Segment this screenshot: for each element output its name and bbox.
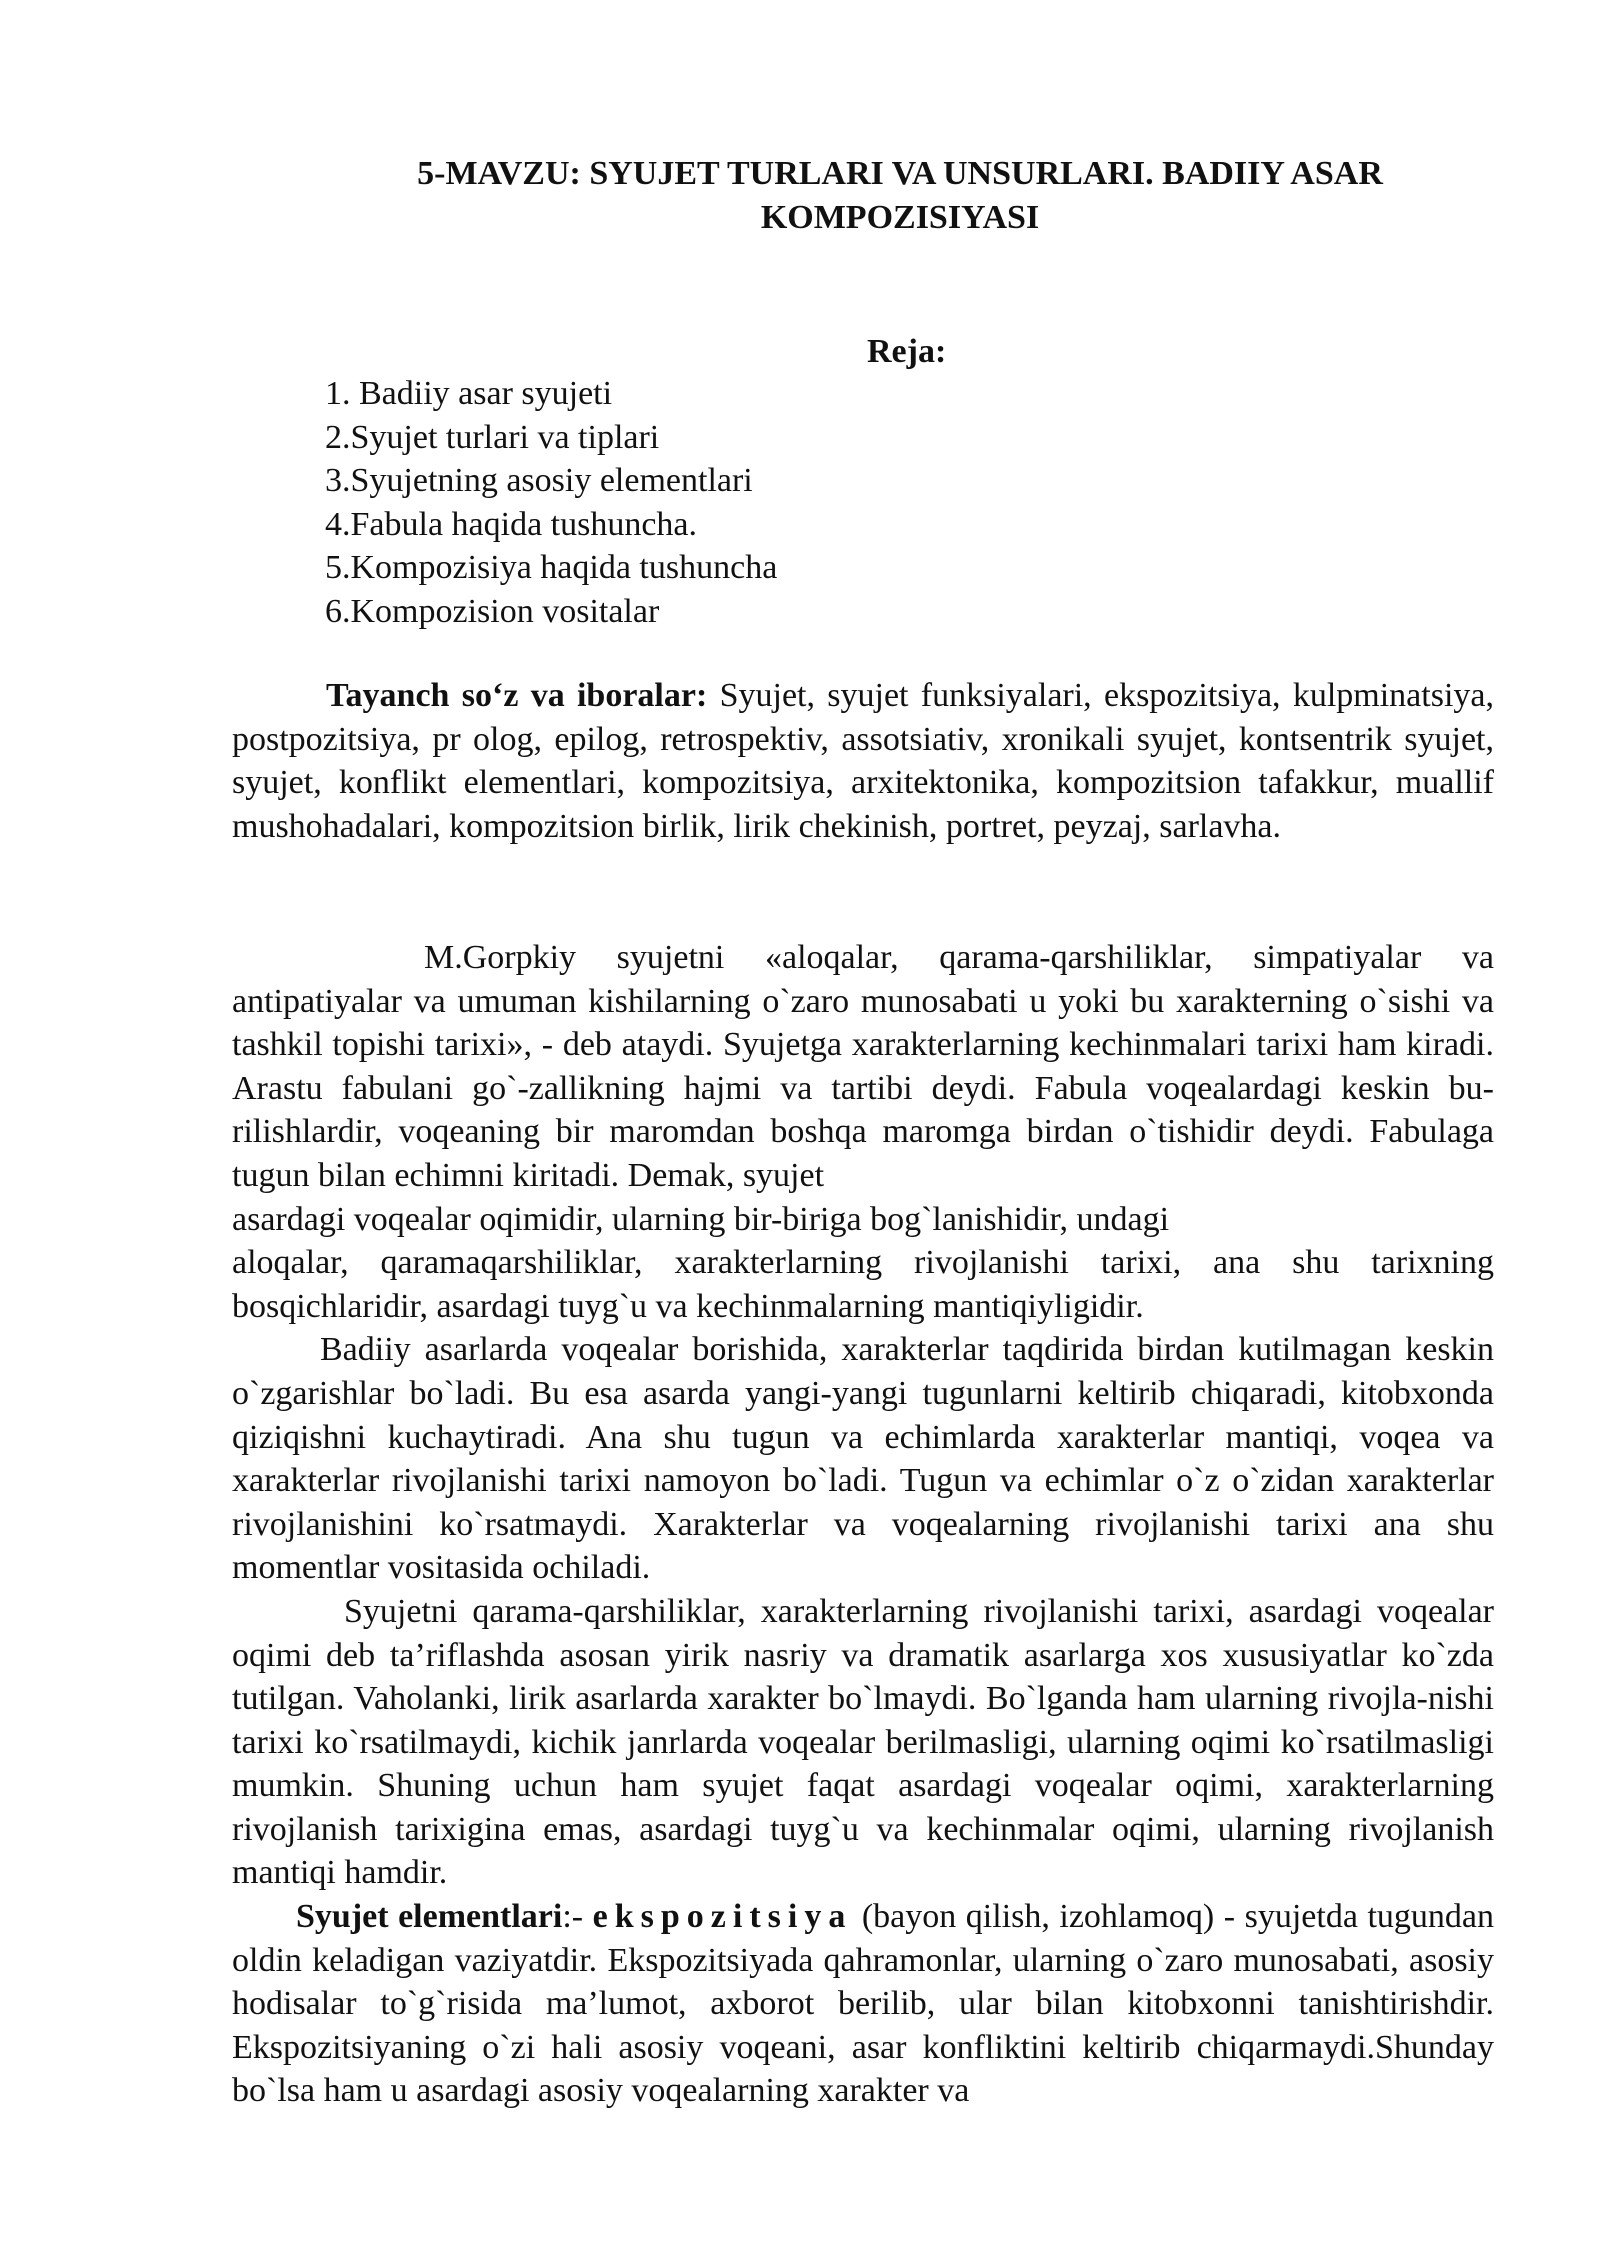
title-line-1: 5-MAVZU: SYUJET TURLARI VA UNSURLARI. BADIIY ASAR xyxy=(417,155,1383,192)
paragraph-1-line: asardagi voqealar oqimidir, ularning bir-biriga bog`lanishidir, undagi xyxy=(232,1200,1170,1238)
title-line-2: KOMPOZISIYASI xyxy=(760,199,1040,236)
keywords-paragraph xyxy=(232,674,1494,848)
label-separator: :- xyxy=(562,1898,593,1936)
paragraph-3: Syujetni qarama-qarshiliklar, xarakterlarning rivojlanishi tarixi, asardagi voqealar oqimi deb ta’riflashda asosan yirik nasriy va dramatik asarlarga xos xususiyatlar ko`zda tutilgan. Vaholanki, lirik asarlarda xarakter bo`lmaydi. Bo`lganda ham ularning rivojla-nishi tarixi ko`rsatilmaydi, kichik janrlarda voqealar berilmasligi, ularning oqimi ko`rsatilmasligi mumkin. Shuning uchun ham syujet faqat asardagi voqealar oqimi, xarakterlarning rivojlanish tarixigina emas, asardagi tuyg`u va kechinmalar oqimi, ularning rivojlanish mantiqi hamdir. xyxy=(232,1592,1494,1892)
plan-list xyxy=(325,372,777,633)
plan-item: 2.Syujet turlari va tiplari xyxy=(325,418,660,456)
keywords-text: Syujet, syujet funksiyalari, ekspozitsiya, kulpminatsiya, postpozitsiya, pr olog, epilog, retrospektiv, assotsiativ, xronikali syujet, kontsentrik syujet, syujet, konflikt elementlari, kompozitsiya, arxitektonika, kompozitsion tafakkur, muallif mushohadalari, kompozitsion birlik, lirik chekinish, portret, peyzaj, sarlavha. xyxy=(232,677,1494,845)
paragraph-2: Badiiy asarlarda voqealar borishida, xarakterlar taqdirida birdan kutilmagan keskin o`zgarishlar bo`ladi. Bu esa asarda yangi-yangi tugunlarni keltirib chiqaradi, kitobxonda qiziqishni kuchaytiradi. Ana shu tugun va echimlarda xarakterlar mantiqi, voqea va xarakterlar rivojlanishi tarixi namoyon bo`ladi. Tugun va echimlar o`z o`zidan xarakterlar rivojlanishini ko`rsatmaydi. Xarakterlar va voqealarning rivojlanishi tarixi ana shu momentlar vositasida ochiladi. xyxy=(232,1331,1494,1587)
plan-item: 4.Fabula haqida tushuncha. xyxy=(325,505,698,543)
paragraph-1: M.Gorpkiy syujetni «aloqalar, qarama-qarshiliklar, simpatiyalar va antipatiyalar va umuman kishilarning o`zaro munosabati u yoki bu xarakterning o`sishi va tashkil topishi tarixi», - deb ataydi. Syujetga xarakterlarning kechinmalari tarixi ham kiradi. Arastu fabulani go`-zallikning hajmi va tartibi deydi. Fabula voqealardagi keskin bu-rilishlardir, voqeaning bir maromdan boshqa maromga birdan o`tishidir deydi. Fabulaga tugun bilan echimni kiritadi. Demak, syujet xyxy=(232,939,1494,1194)
plan-item: 6.Kompozision vositalar xyxy=(325,592,660,630)
keywords-section xyxy=(232,674,1494,848)
syujet-elements-label: Syujet elementlari xyxy=(296,1898,563,1936)
plan-item: 1. Badiiy asar syujeti xyxy=(325,375,613,412)
keywords-label: Tayanch so‘z va iboralar: xyxy=(326,677,708,714)
paragraph-4-text: (bayon qilish, izohlamoq) - syujetda tugundan oldin keladigan vaziyatdir. Ekspozitsiyada qahramonlar, ularning o`zaro munosabati, asosiy hodisalar to`g`risida ma’lumot, axborot berilib, ular bilan kitobxonni tanishtirishdir. Ekspozitsiyaning o`zi hali asosiy voqeani, asar konfliktini keltirib chiqarmaydi.Shunday bo`lsa ham u asardagi asosiy voqealarning xarakter va xyxy=(232,1898,1494,2110)
ekspozitsiya-term: ekspozitsiya xyxy=(592,1898,853,1936)
plan-item: 5.Kompozisiya haqida tushuncha xyxy=(325,549,778,586)
main-text xyxy=(232,936,1494,2113)
paragraph-1-continued: aloqalar, qaramaqarshiliklar, xarakterlarning rivojlanishi tarixi, ana shu tarixning bosqichlaridir, asardagi tuyg`u va kechinmalarning mantiqiyligidir. xyxy=(232,1244,1494,1325)
page-title xyxy=(300,152,1500,240)
paragraph-4 xyxy=(232,1895,1494,2113)
plan-item: 3.Syujetning asosiy elementlari xyxy=(325,462,753,499)
plan-heading: Reja: xyxy=(867,333,947,370)
